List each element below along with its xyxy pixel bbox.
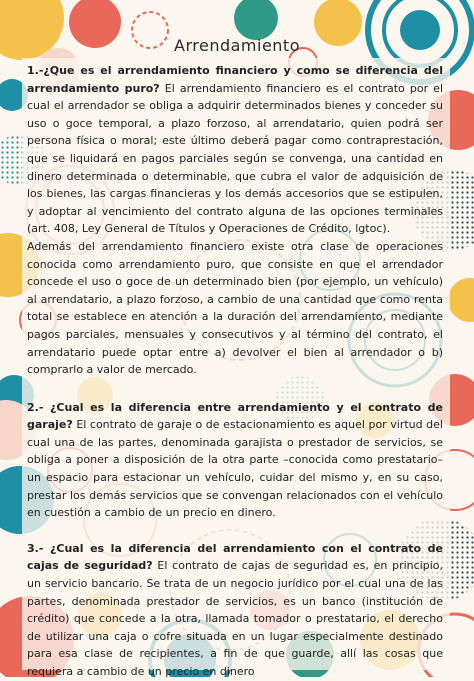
section-1: [27, 62, 443, 238]
answer-paragraph: El arrendamiento financiero es el contrato por el cual el arrendador se obliga a adquirir determinados bienes y conceder su uso o goce temporal, a plazo forzoso, al arrendatario, quien podrá ser persona física o moral; este último deberá pagar como contraprestación, que se liquidará en pagos parciales según se convenga, una cantidad en dinero determinada o determinable, que cubra el valor de adquisición de los bienes, las cargas financieras y los demás accesorios que se estipulen, y adoptar al vencimiento del contrato alguna de las opciones terminales (art. 408, Ley General de Títulos y Operaciones de Crédito, lgtoc).: [27, 81, 443, 236]
section-2: [27, 399, 443, 522]
section-1-paragraph-2: Además del arrendamiento financiero existe otra clase de operaciones conocida como arrendamiento puro, que consiste en que el arrendador concede el uso o goce de un determinado bien (por ejemplo, un vehículo) al arrendatario, a plazo forzoso, a cambio de una cantidad que como renta total se establece en atención a la duración del arrendamiento, mediante pagos parciales, mensuales y consecutivos y al término del contrato, el arrendatario puede optar entre a) devolver el bien al arrendador o b) comprarlo a valor de mercado.: [27, 239, 443, 377]
spacer: [27, 522, 443, 540]
document-body: [27, 62, 443, 681]
document-title: Arrendamiento: [174, 36, 300, 55]
question-heading: 2.- ¿Cual es la diferencia entre arrendamiento y el contrato de garaje?: [27, 400, 443, 432]
answer-paragraph: El contrato de garaje o de estacionamiento es aquel por virtud del cual una de las partes, denominada garajista o prestador de servicios, se obliga a poner a disposición de la otra parte –conocida como prestatario– un espacio para estacionar un vehículo, cuidar del mismo y, en su caso, prestar los demás servicios que se convengan relacionados con el vehículo en cuestión a cambio de un precio en dinero.: [27, 418, 443, 520]
answer-paragraph: El contrato de cajas de seguridad es, en principio, un servicio bancario. Se trata de un negocio jurídico por el cual una de las partes, denominada prestador de servicios, es un banco (institución de crédito) que concede a la otra, llamada tomador o prestatario, el derecho de utilizar una caja o cofre situada en un lugar especialmente destinado para esa clase de recipientes, a fin de que guarde, allí las cosas que requiera a cambio de un precio en dinero: [27, 559, 444, 678]
spacer: [27, 379, 443, 399]
question-heading: 3.- ¿Cual es la diferencia del arrendamiento con el contrato de cajas de seguridad?: [27, 541, 443, 573]
question-heading: 1.-¿Que es el arrendamiento financiero y como se diferencia del arrendamiento puro?: [27, 64, 443, 95]
section-3: [27, 540, 443, 681]
